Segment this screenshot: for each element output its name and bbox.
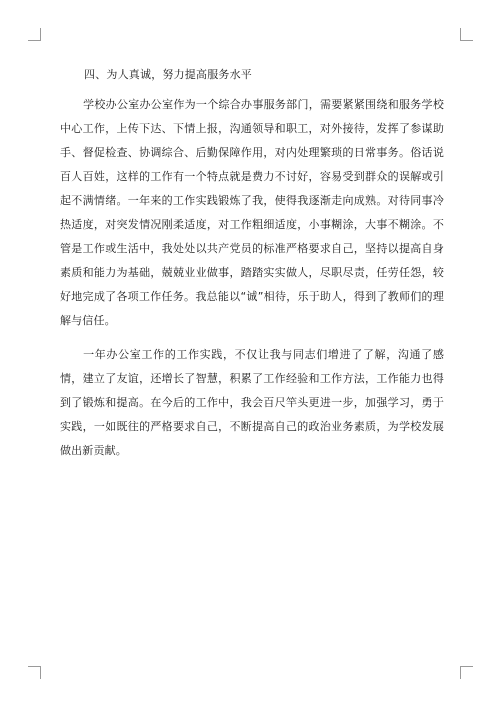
section-heading: 四、为人真诚，努力提高服务水平 [84,68,252,81]
crop-mark-top-right [460,28,473,41]
paragraph-1: 学校办公室办公室作为一个综合办事服务部门，需要紧紧围绕和服务学校中心工作，上传下达、下情上报，沟通领导和职工，对外接待，发挥了参谋助手、督促检查、协调综合、后勤保障作用，对内处理繁琐的日常事务。俗话说百人百姓，这样的工作有一个特点就是费力不讨好，容易受到群众的误解或引起不满情绪。一年来的工作实践锻炼了我，使得我逐渐走向成熟。对待同事冷热适度，对突发情况刚柔适度，对工作粗细适度，小事糊涂，大事不糊涂。不管是工作或生活中，我处处以共产党员的标准严格要求自己，坚持以提高自身素质和能力为基础，兢兢业业做事，踏踏实实做人，尽职尽责，任劳任怨，较好地完成了各项工作任务。我总能以“诚”相待，乐于助人，得到了教师们的理解与信任。 [60,98,444,327]
document-body [60,66,444,473]
crop-mark-bottom-left [28,666,41,679]
paragraph-2: 一年办公室工作的工作实践，不仅让我与同志们增进了了解，沟通了感情，建立了友谊，还增长了智慧，积累了工作经验和工作方法，工作能力也得到了锻炼和提高。在今后的工作中，我会百尺竿头更进一步，加强学习，勇于实践，一如既往的严格要求自己，不断提高自己的政治业务素质，为学校发展做出新贡献。 [60,348,444,457]
crop-mark-bottom-right [460,666,473,679]
crop-mark-top-left [28,28,41,41]
